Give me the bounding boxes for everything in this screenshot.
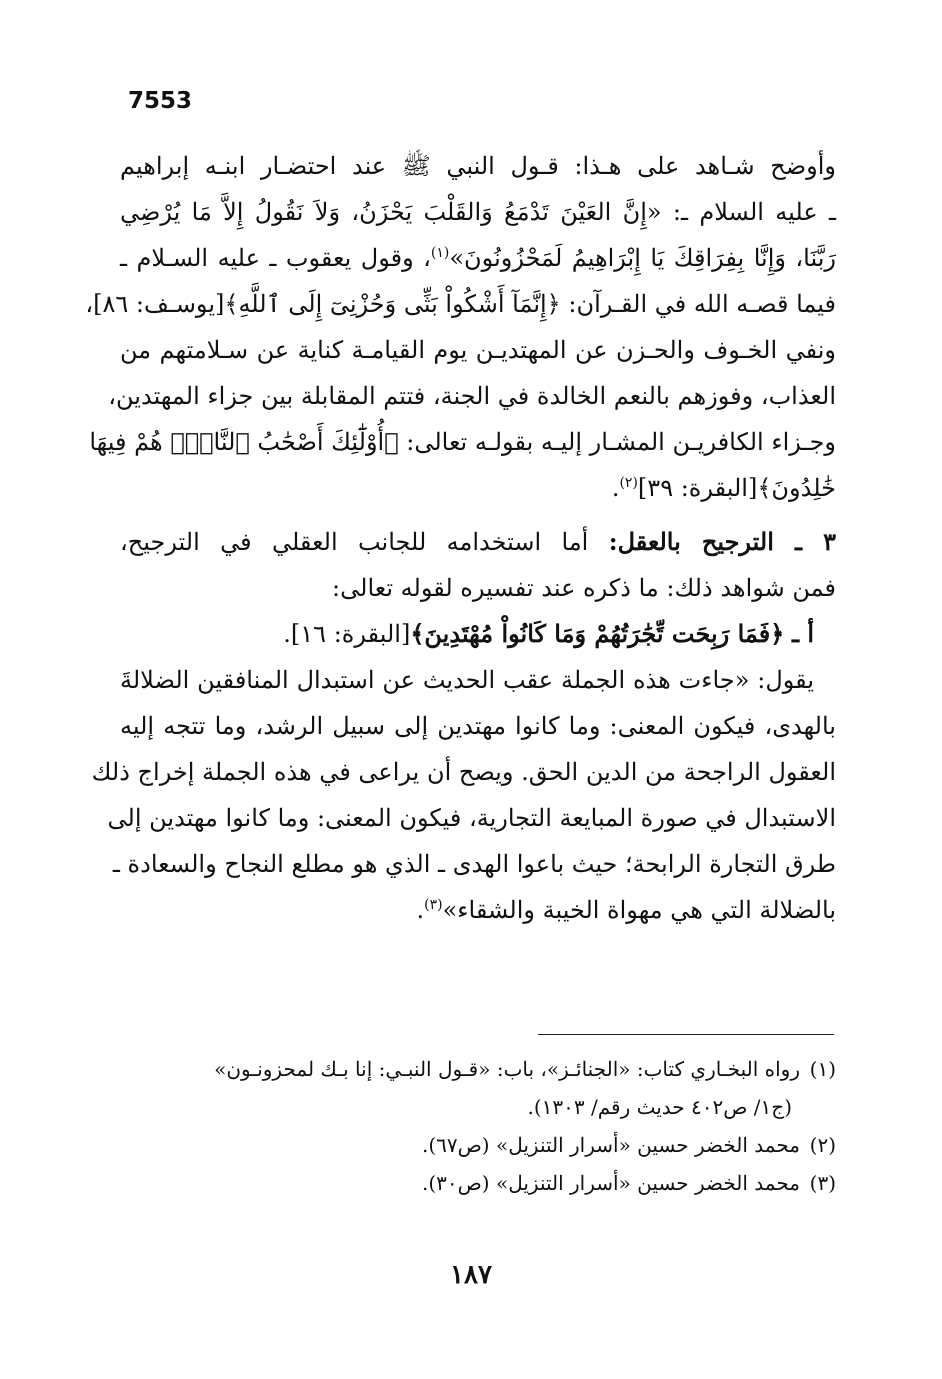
footnote-1-continuation: (ج١/ ص٤٠٢ حديث رقم/ ١٣٠٣).	[527, 1095, 792, 1119]
footnote-ref-1: (١)	[430, 245, 450, 261]
body-line-3-tail: ، وقول يعقوب ـ عليه السـلام ـ	[120, 244, 431, 272]
verse-ref-baqarah-39: [البقرة: ٣٩]	[637, 474, 758, 502]
footnotes	[120, 1050, 836, 1202]
body-line-7: وجـزاء الكافريـن المشـار إليـه بقولـه تعالى: ﴿أُوْلَٰٓئِكَ أَصْحَٰبُ ٱلنَّارِۖ هُمْ فِيهَا	[89, 428, 836, 456]
quote-line-6	[120, 887, 836, 933]
body-line-1: وأوضح شـاهد على هـذا: قـول النبي ﷺ عند احتضـار ابنـه إبراهيم	[120, 152, 836, 180]
body-text	[85, 143, 836, 933]
footnote-2-number: (٢)	[809, 1133, 836, 1157]
item-a	[120, 611, 836, 657]
footnote-2-text: محمد الخضر حسين «أسرار التنزيل» (ص٦٧).	[421, 1133, 800, 1157]
body-line-5: ونفي الخـوف والحـزن عن المهتديـن يوم القيامـة كناية عن سـلامتهم من	[120, 336, 836, 364]
footnote-1	[120, 1050, 836, 1088]
footnote-divider	[538, 1034, 834, 1035]
body-line-8	[120, 465, 836, 511]
page-id: 7553	[128, 88, 193, 114]
footnote-ref-3: (٣)	[424, 897, 443, 913]
page-number: ١٨٧	[450, 1260, 492, 1290]
footnote-1-number: (١)	[809, 1057, 836, 1081]
hadith-text: رَبَّنَا، وَإِنَّا بِفِرَاقِكَ يَا إِبْرَاهِيمُ لَمَحْزُونُونَ»	[449, 244, 836, 272]
body-line-3	[120, 235, 836, 281]
body-line-2: ـ عليه السلام ـ: «إِنَّ العَيْنَ تَدْمَعُ وَالقَلْبَ يَحْزَنُ، وَلاَ نَقُولُ إِلاَّ مَا يُرْضِي	[120, 198, 836, 226]
footnote-1-text: رواه البخـاري كتاب: «الجنائـز»، باب: «قـول النبـي: إنا بـك لمحزونـون»	[214, 1057, 800, 1081]
footnote-3-text: محمد الخضر حسين «أسرار التنزيل» (ص٣٠).	[421, 1171, 800, 1195]
section-heading: ٣ ـ الترجيح بالعقل:	[608, 527, 836, 556]
item-label: أ ـ	[791, 619, 814, 648]
footnote-3-number: (٣)	[809, 1171, 836, 1195]
footnote-3	[120, 1164, 836, 1202]
verse-baqarah-16: ﴿فَمَا رَبِحَت تِّجَٰرَتُهُمْ وَمَا كَانُواْ مُهْتَدِينَ﴾	[410, 619, 785, 648]
quote-period: .	[416, 896, 425, 924]
quote-line-2: بالهدى، فيكون المعنى: وما كانوا مهتدين إلى سبيل الرشد، وما تتجه إليه	[120, 712, 836, 740]
section-line-2: فمن شواهد ذلك: ما ذكره عند تفسيره لقوله تعالى:	[332, 574, 836, 602]
quote-line-5: طرق التجارة الرابحة؛ حيث باعوا الهدى ـ الذي هو مطلع النجاح والسعادة ـ	[112, 850, 836, 878]
quote-line-6-text: بالضلالة التي هي مهواة الخيبة والشقاء»	[442, 896, 836, 924]
section-intro: أما استخدامه للجانب العقلي في الترجيح،	[120, 528, 609, 556]
footnote-2	[120, 1126, 836, 1164]
verse-ref-yusuf: [يوسـف: ٨٦]،	[85, 290, 225, 318]
verse-yusuf: فيما قصـه الله في القـرآن: ﴿إِنَّمَآ أَشْكُواْ بَثِّى وَحُزْنِىٓ إِلَى ٱللَّهِ﴾	[224, 290, 836, 318]
body-line-6: العذاب، وفوزهم بالنعم الخالدة في الجنة، فتتم المقابلة بين جزاء المهتدين،	[108, 382, 836, 410]
quote-line-4: الاستبدال في صورة المبايعة التجارية، فيكون المعنى: وما كانوا مهتدين إلى	[107, 804, 836, 832]
section-line-1	[120, 519, 836, 565]
footnote-ref-2: (٢)	[619, 475, 638, 491]
verse-ref-baqarah-16: [البقرة: ١٦].	[283, 620, 411, 648]
quote-line-3: العقول الراجحة من الدين الحق. ويصح أن يراعى في هذه الجملة إخراج ذلك	[91, 758, 836, 786]
line-8-period: .	[611, 474, 620, 502]
quote-line-1: يقول: «جاءت هذه الجملة عقب الحديث عن استبدال المنافقين الضلالةَ	[120, 666, 815, 694]
body-line-4	[85, 281, 836, 327]
verse-baqarah-39: خَٰلِدُونَ﴾	[757, 474, 836, 502]
